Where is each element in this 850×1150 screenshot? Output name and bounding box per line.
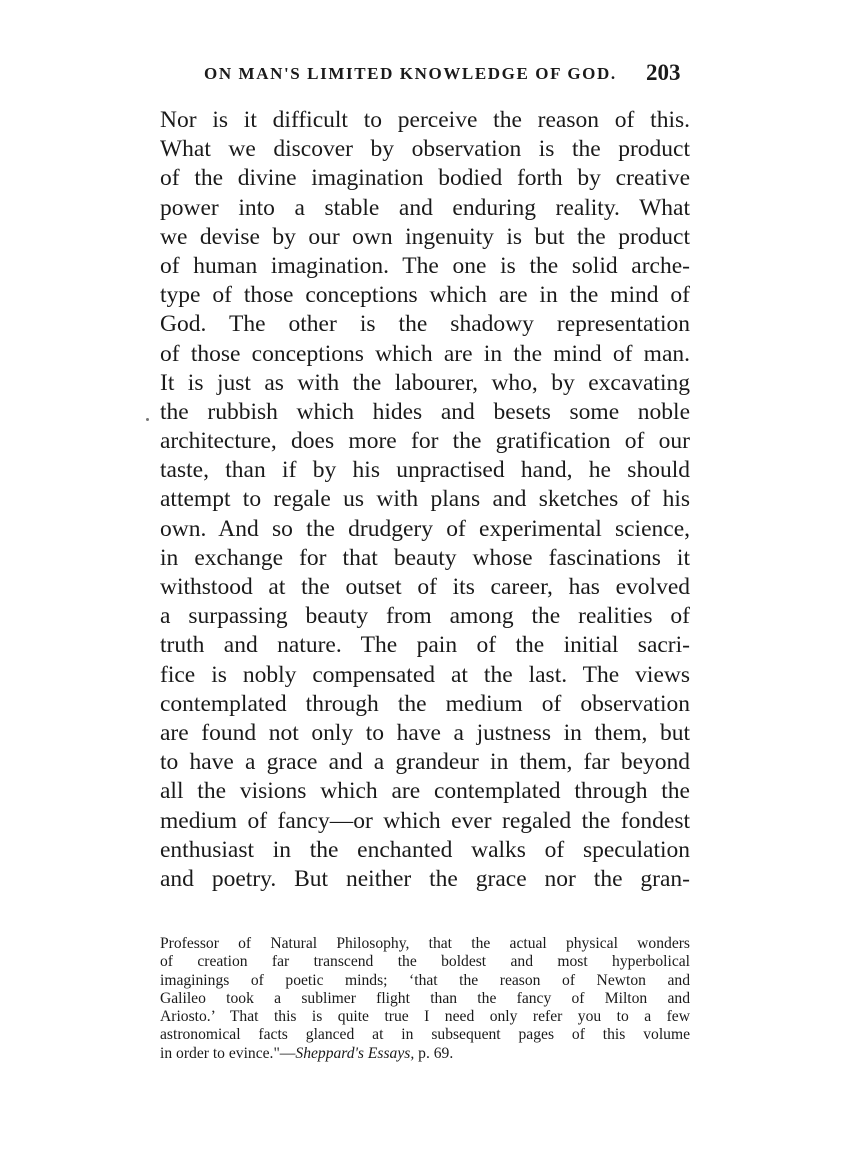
body-line: and poetry. But neither the grace nor the gran- bbox=[160, 865, 690, 892]
body-line: all the visions which are contemplated through the bbox=[160, 778, 690, 805]
body-line: we devise by our own ingenuity is but the product bbox=[160, 223, 690, 250]
footnote-line-text: in order to evince."— bbox=[160, 1044, 296, 1062]
body-line: of those conceptions which are in the mind of man. bbox=[160, 340, 690, 367]
body-line: in exchange for that beauty whose fascinations it bbox=[160, 544, 690, 571]
body-line: type of those conceptions which are in the mind of bbox=[160, 282, 690, 309]
body-line: are found not only to have a justness in them, but bbox=[160, 719, 690, 746]
stray-ink-mark bbox=[146, 418, 149, 421]
footnote-line: Professor of Natural Philosophy, that the actual physical wonders bbox=[160, 935, 690, 952]
footnote-line: of creation far transcend the boldest and most hyperbolical bbox=[160, 953, 690, 971]
page-number: 203 bbox=[646, 60, 681, 85]
running-title: ON MAN'S LIMITED KNOWLEDGE OF GOD. bbox=[204, 64, 617, 83]
body-line: taste, than if by his unpractised hand, he should bbox=[160, 457, 690, 484]
footnote-line: imaginings of poetic minds; ‘that the reason of Newton and bbox=[160, 971, 690, 989]
footnote-line: Ariosto.’ That this is quite true I need only refer you to a few bbox=[160, 1008, 690, 1026]
body-line: truth and nature. The pain of the initial sacri- bbox=[160, 632, 690, 659]
body-line: of human imagination. The one is the solid arche- bbox=[160, 252, 690, 279]
body-line: of the divine imagination bodied forth by creative bbox=[160, 165, 690, 192]
body-line: withstood at the outset of its career, has evolved bbox=[160, 574, 690, 600]
footnote-line: Galileo took a sublimer flight than the fancy of Milton and bbox=[160, 989, 690, 1007]
footnote-last-line bbox=[160, 1045, 690, 1063]
body-line: attempt to regale us with plans and sketches of his bbox=[160, 486, 690, 513]
footnote bbox=[160, 935, 690, 1063]
body-line: architecture, does more for the gratification of our bbox=[160, 428, 690, 455]
body-line: contemplated through the medium of observation bbox=[160, 690, 690, 717]
body-line: What we discover by observation is the product bbox=[160, 136, 690, 163]
body-line: medium of fancy—or which ever regaled the fondest bbox=[160, 807, 690, 834]
body-line: power into a stable and enduring reality. What bbox=[160, 194, 690, 221]
footnote-citation-title: Sheppard's Essays, bbox=[295, 1044, 415, 1062]
body-line: a surpassing beauty from among the realities of bbox=[160, 603, 690, 630]
footnote-line: astronomical facts glanced at in subsequent pages of this volume bbox=[160, 1026, 690, 1044]
running-head bbox=[190, 60, 690, 90]
body-line: It is just as with the labourer, who, by excavating bbox=[160, 369, 690, 396]
body-line: God. The other is the shadowy representation bbox=[160, 311, 690, 338]
body-line: enthusiast in the enchanted walks of speculation bbox=[160, 836, 690, 863]
body-line: own. And so the drudgery of experimental science, bbox=[160, 515, 690, 542]
body-line: Nor is it difficult to perceive the reason of this. bbox=[160, 107, 690, 133]
body-text bbox=[160, 106, 690, 894]
footnote-citation-page: p. 69. bbox=[414, 1044, 454, 1062]
body-line: fice is nobly compensated at the last. The views bbox=[160, 661, 690, 688]
body-line: the rubbish which hides and besets some noble bbox=[160, 398, 690, 425]
body-line: to have a grace and a grandeur in them, far beyond bbox=[160, 749, 690, 776]
